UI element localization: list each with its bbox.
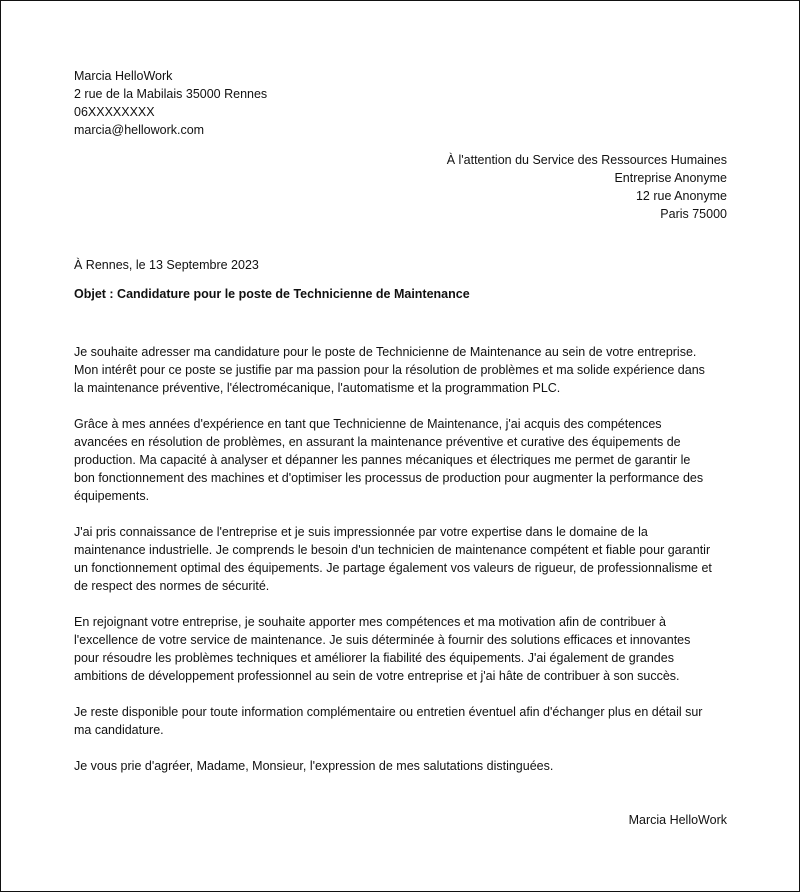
paragraph (74, 703, 734, 739)
paragraph (74, 415, 734, 505)
recipient-block (447, 151, 727, 223)
sender-email: marcia@hellowork.com (74, 123, 205, 137)
recipient-city: Paris 75000 (660, 207, 727, 221)
paragraph-line: de respect des normes de sécurité. (74, 579, 270, 593)
paragraph (74, 757, 734, 775)
paragraph (74, 613, 734, 685)
paragraph-line: ambitions de développement professionnel au sein de votre entreprise et j'ai hâte de contribuer à son succès. (74, 669, 680, 683)
paragraph-line: En rejoignant votre entreprise, je souhaite apporter mes compétences et ma motivation afin de contribuer à (74, 615, 666, 629)
letter-body (74, 343, 734, 775)
paragraph-line: Grâce à mes années d'expérience en tant que Technicienne de Maintenance, j'ai acquis des compétences (74, 417, 662, 431)
paragraph-line: un fonctionnement optimal des équipements. Je partage également vos valeurs de rigueur, de professionnalisme et (74, 561, 712, 575)
paragraph (74, 523, 734, 595)
paragraph (74, 343, 734, 397)
paragraph-line: Je vous prie d'agréer, Madame, Monsieur, l'expression de mes salutations distinguées. (74, 759, 554, 773)
sender-name: Marcia HelloWork (74, 69, 173, 83)
paragraph-line: Je reste disponible pour toute information complémentaire ou entretien éventuel afin d'échanger plus en détail sur (74, 705, 703, 719)
paragraph-line: J'ai pris connaissance de l'entreprise et je suis impressionnée par votre expertise dans le domaine de la (74, 525, 648, 539)
paragraph-line: pour résoudre les problèmes techniques et améliorer la fiabilité des équipements. J'ai également de grandes (74, 651, 674, 665)
sender-block (74, 67, 267, 139)
sender-address: 2 rue de la Mabilais 35000 Rennes (74, 87, 268, 101)
recipient-attention: À l'attention du Service des Ressources Humaines (446, 153, 727, 167)
letter-date: À Rennes, le 13 Septembre 2023 (74, 258, 259, 272)
paragraph-line: Mon intérêt pour ce poste se justifie par ma passion pour la résolution de problèmes et ma solide expérience dans (74, 363, 705, 377)
signature: Marcia HelloWork (628, 813, 727, 827)
paragraph-line: la maintenance préventive, l'électromécanique, l'automatisme et la programmation PLC. (74, 381, 561, 395)
paragraph-line: maintenance industrielle. Je comprends le besoin d'un technicien de maintenance compétent et fiable pour garantir (74, 543, 711, 557)
recipient-street: 12 rue Anonyme (635, 189, 727, 203)
paragraph-line: équipements. (74, 489, 150, 503)
recipient-company: Entreprise Anonyme (614, 171, 727, 185)
paragraph-line: ma candidature. (74, 723, 164, 737)
paragraph-line: avancées en résolution de problèmes, en assurant la maintenance préventive et curative des équipements de (74, 435, 681, 449)
sender-phone: 06XXXXXXXX (74, 105, 155, 119)
paragraph-line: Je souhaite adresser ma candidature pour le poste de Technicienne de Maintenance au sein de votre entreprise. (74, 345, 697, 359)
letter-subject: Objet : Candidature pour le poste de Technicienne de Maintenance (74, 287, 470, 301)
paragraph-line: l'excellence de votre service de maintenance. Je suis déterminée à fournir des solutions efficaces et innovantes (74, 633, 691, 647)
paragraph-line: production. Ma capacité à analyser et dépanner les pannes mécaniques et électriques me permet de garantir le (74, 453, 691, 467)
paragraph-line: bon fonctionnement des machines et d'optimiser les processus de production pour augmenter la performance des (74, 471, 704, 485)
